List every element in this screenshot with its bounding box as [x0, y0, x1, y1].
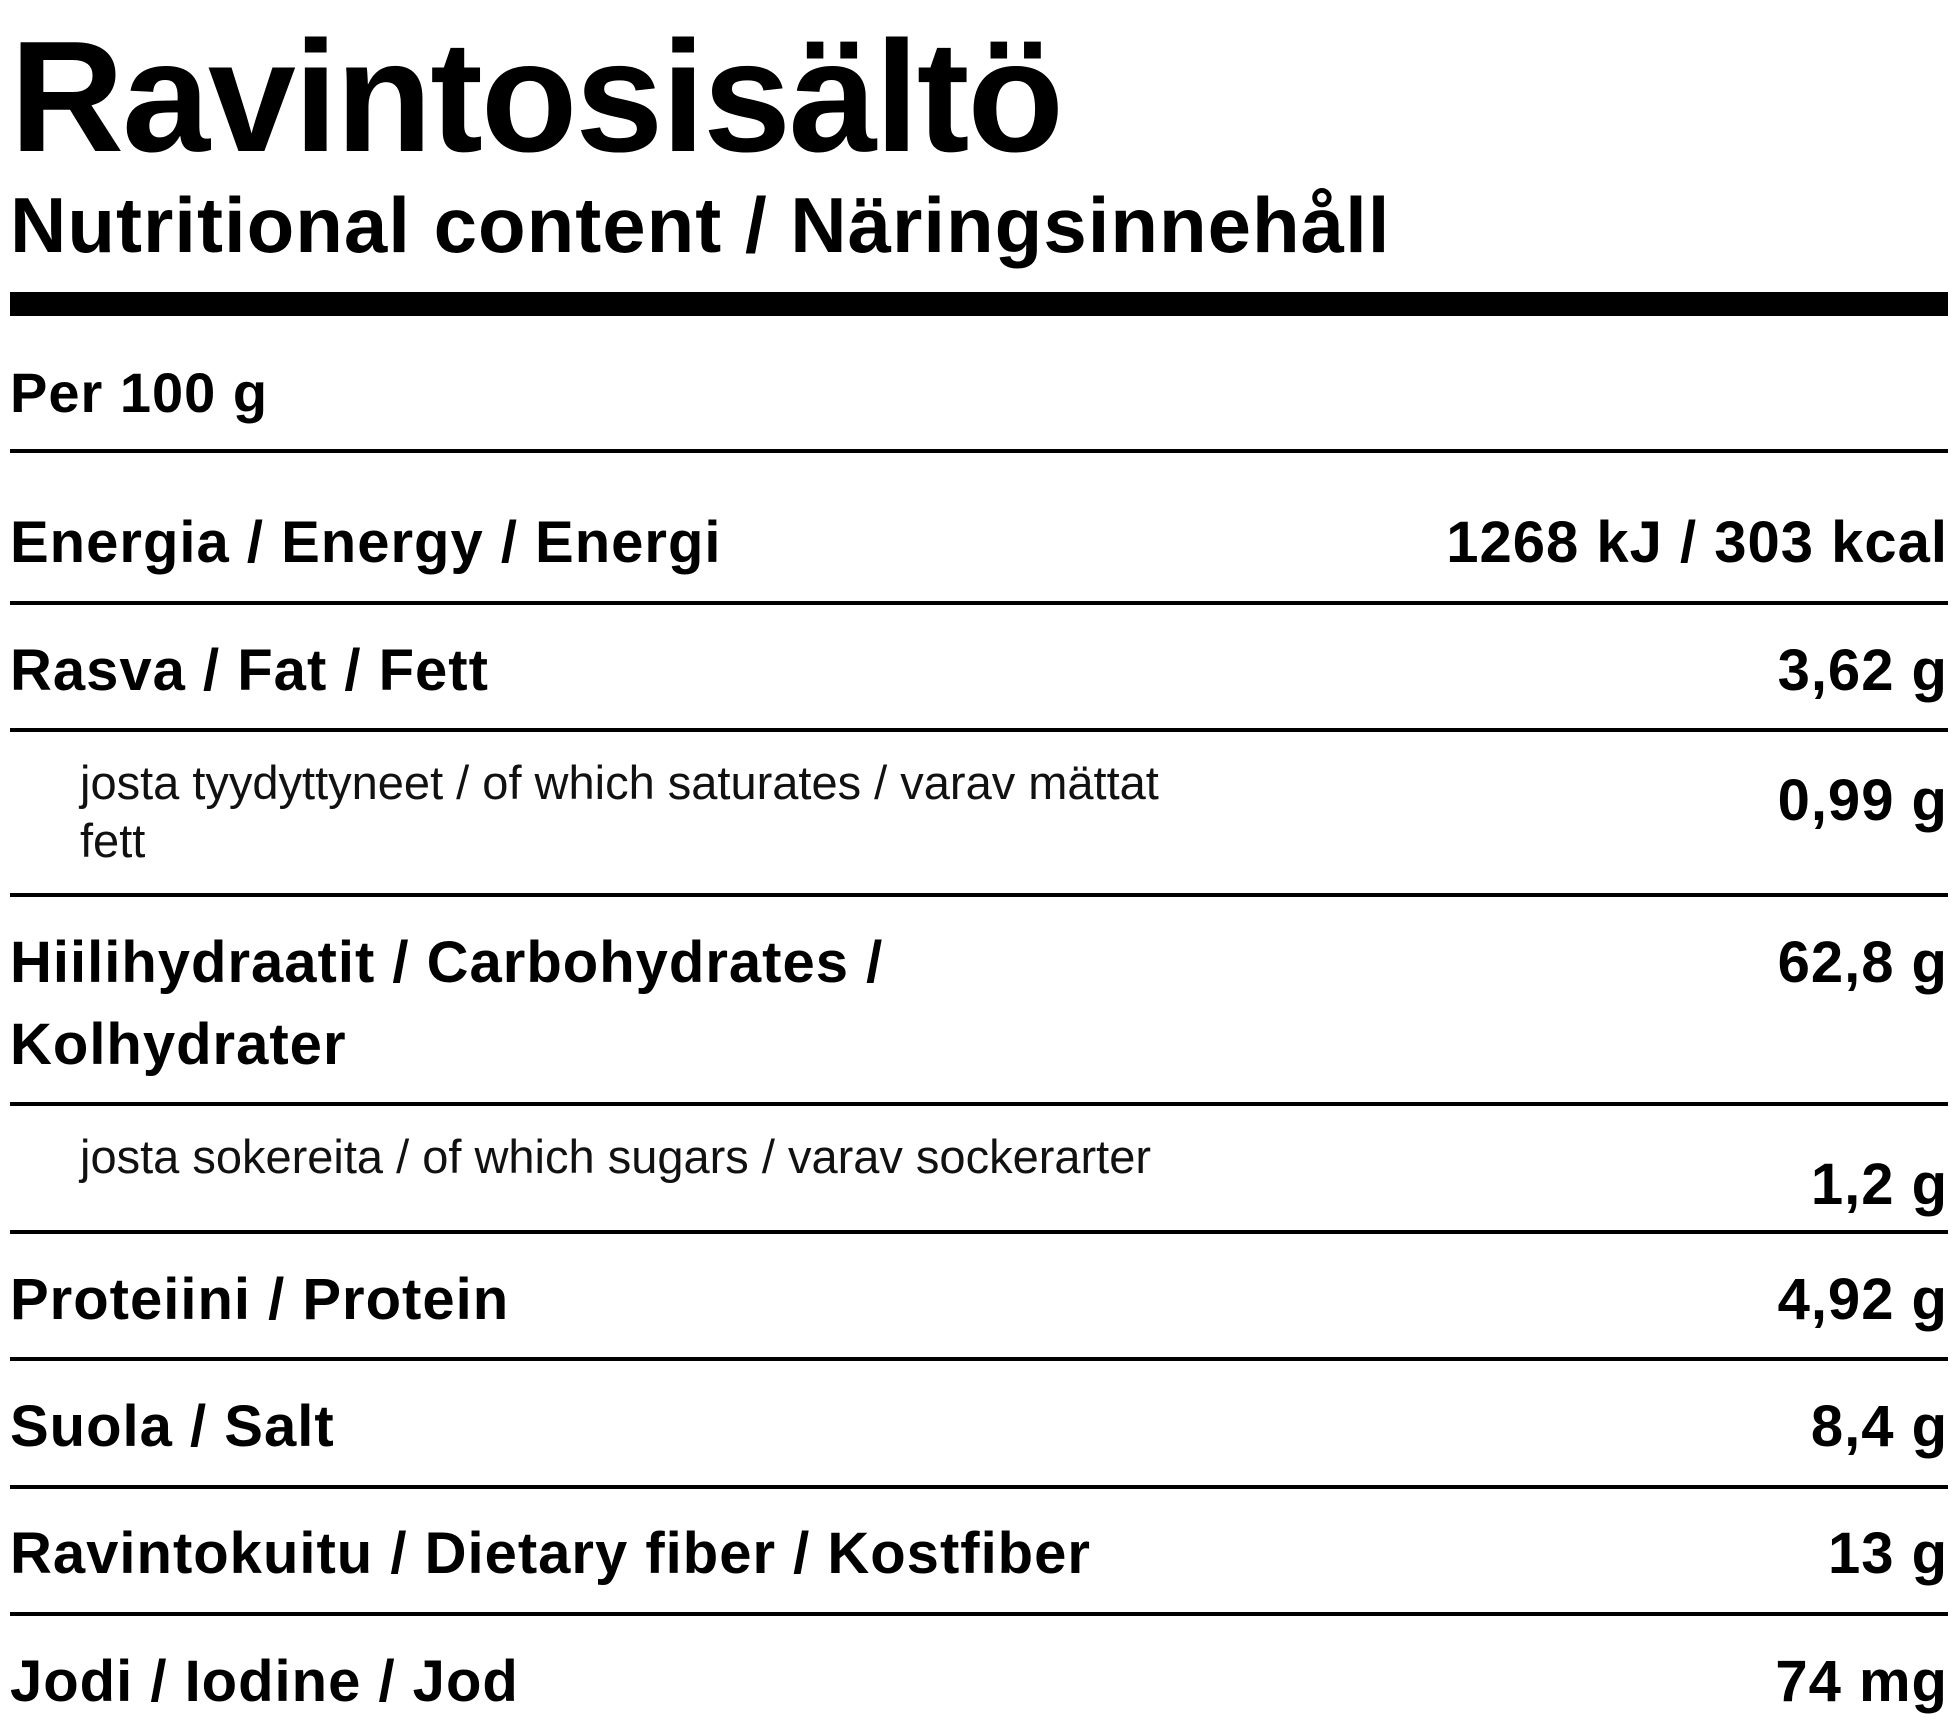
nutrient-value: 1268 kJ / 303 kcal [1446, 510, 1948, 575]
divider [10, 728, 1948, 732]
nutrient-value: 74 mg [1775, 1649, 1948, 1714]
divider [10, 1357, 1948, 1361]
nutrient-label-line: Kolhydrater [10, 1012, 347, 1077]
nutrient-label: Ravintokuitu / Dietary fiber / Kostfiber [10, 1521, 1091, 1586]
serving-basis: Per 100 g [10, 361, 269, 424]
thick-divider [10, 292, 1948, 316]
nutrient-label-line: fett [80, 814, 146, 867]
divider [10, 449, 1948, 453]
nutrient-label: Jodi / Iodine / Jod [10, 1649, 519, 1714]
nutrient-value: 13 g [1827, 1521, 1948, 1586]
divider [10, 1612, 1948, 1616]
nutrient-label: Suola / Salt [10, 1394, 335, 1459]
page-title: Ravintosisältö [10, 9, 1062, 185]
divider [10, 1230, 1948, 1234]
nutrient-label [80, 754, 1159, 870]
nutrient-label-line: Hiilihydraatit / Carbohydrates / [10, 930, 884, 995]
nutrient-label-line: josta tyydyttyneet / of which saturates / varav mättat [80, 756, 1159, 809]
nutrient-value: 8,4 g [1810, 1394, 1948, 1459]
nutrient-value: 0,99 g [1777, 768, 1948, 833]
nutrient-label: Rasva / Fat / Fett [10, 638, 489, 703]
nutrient-value: 1,2 g [1810, 1152, 1948, 1217]
nutrient-label [10, 922, 883, 1086]
divider [10, 601, 1948, 605]
nutrient-value: 4,92 g [1777, 1267, 1948, 1332]
divider [10, 1102, 1948, 1106]
divider [10, 893, 1948, 897]
nutrient-label: josta sokereita / of which sugars / varav sockerarter [80, 1130, 1151, 1183]
nutrient-value: 62,8 g [1777, 930, 1948, 995]
nutrient-value: 3,62 g [1777, 638, 1948, 703]
nutrient-label: Proteiini / Protein [10, 1267, 510, 1332]
nutrient-label: Energia / Energy / Energi [10, 510, 722, 575]
page-subtitle: Nutritional content / Näringsinnehåll [10, 181, 1391, 269]
divider [10, 1485, 1948, 1489]
